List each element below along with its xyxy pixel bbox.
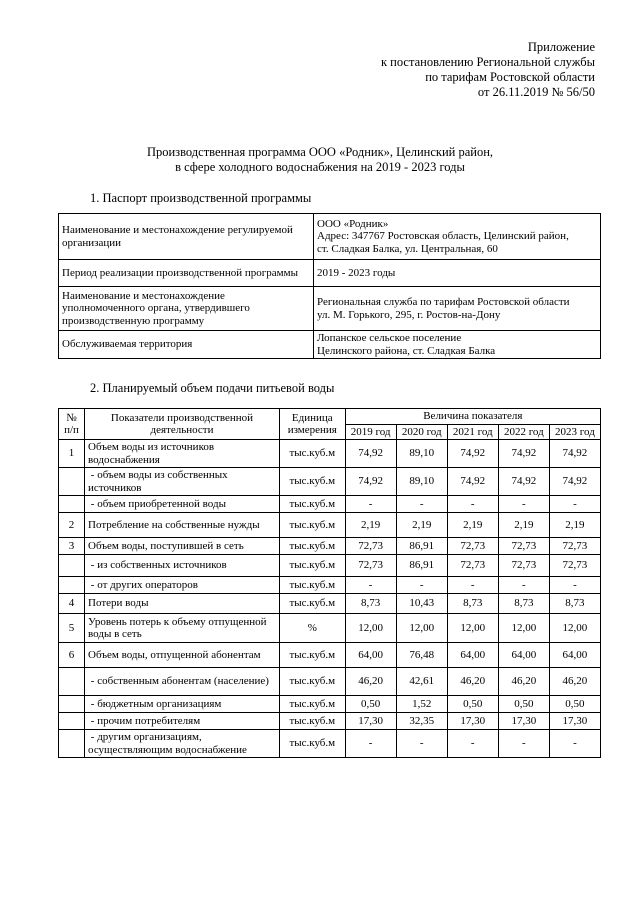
passport-table <box>58 213 601 359</box>
row-value: 72,73 <box>345 555 396 577</box>
row-value: 72,73 <box>549 555 600 577</box>
row-value: 72,73 <box>447 555 498 577</box>
row-unit: тыс.куб.м <box>279 555 345 577</box>
passport-value-line: ООО «Родник» <box>317 217 389 230</box>
table-row <box>59 577 601 594</box>
row-value: 46,20 <box>345 668 396 696</box>
row-indicator: - из собственных источников <box>85 555 280 577</box>
title-line: в сфере холодного водоснабжения на 2019 - 2023 годы <box>175 160 465 174</box>
row-value: 86,91 <box>396 538 447 555</box>
passport-value-line: ст. Сладкая Балка, ул. Центральная, 60 <box>317 242 498 255</box>
header-unit: Единица измерения <box>279 409 345 440</box>
row-value: 8,73 <box>549 594 600 614</box>
passport-label: Наименование и местонахождение уполномоченного органа, утвердившего производственную программу <box>59 287 314 331</box>
row-value: - <box>549 496 600 513</box>
row-value: 0,50 <box>447 696 498 713</box>
row-value: 46,20 <box>549 668 600 696</box>
annex-line: от 26.11.2019 № 56/50 <box>477 85 595 99</box>
row-value: - <box>396 577 447 594</box>
row-unit: тыс.куб.м <box>279 496 345 513</box>
row-value: 46,20 <box>498 668 549 696</box>
row-unit: тыс.куб.м <box>279 468 345 496</box>
row-value: 72,73 <box>549 538 600 555</box>
row-value: - <box>345 496 396 513</box>
row-value: 64,00 <box>447 643 498 668</box>
row-value: 17,30 <box>345 713 396 730</box>
row-value: 74,92 <box>498 468 549 496</box>
row-indicator: Объем воды, поступившей в сеть <box>85 538 280 555</box>
row-value: 17,30 <box>447 713 498 730</box>
document-title <box>0 145 640 175</box>
passport-value <box>314 214 601 260</box>
row-value: - <box>345 730 396 758</box>
header-num: № п/п <box>59 409 85 440</box>
row-unit: тыс.куб.м <box>279 643 345 668</box>
header-year: 2020 год <box>396 424 447 440</box>
row-indicator: - объем воды из собственных источников <box>85 468 280 496</box>
table-row <box>59 668 601 696</box>
row-value: 2,19 <box>447 513 498 538</box>
table-row <box>59 555 601 577</box>
row-value: 72,73 <box>498 538 549 555</box>
row-value: 64,00 <box>345 643 396 668</box>
row-number: 6 <box>59 643 85 668</box>
table-row <box>59 513 601 538</box>
row-value: - <box>345 577 396 594</box>
row-number <box>59 577 85 594</box>
row-number <box>59 730 85 758</box>
row-indicator: - прочим потребителям <box>85 713 280 730</box>
row-value: - <box>396 730 447 758</box>
row-indicator: - другим организациям, осуществляющим водоснабжение <box>85 730 280 758</box>
header-indicator: Показатели производственной деятельности <box>85 409 280 440</box>
annex-line: по тарифам Ростовской области <box>425 70 595 84</box>
row-value: 12,00 <box>396 614 447 643</box>
header-year: 2022 год <box>498 424 549 440</box>
table-row <box>59 468 601 496</box>
row-value: 74,92 <box>498 440 549 468</box>
row-value: 74,92 <box>345 468 396 496</box>
table-row <box>59 440 601 468</box>
annex-line: к постановлению Региональной службы <box>380 55 595 69</box>
row-unit: тыс.куб.м <box>279 668 345 696</box>
passport-row <box>59 260 601 287</box>
row-value: 17,30 <box>549 713 600 730</box>
passport-value-line: Целинского района, ст. Сладкая Балка <box>317 344 496 357</box>
row-value: 2,19 <box>345 513 396 538</box>
section-heading-passport: 1. Паспорт производственной программы <box>90 191 312 205</box>
row-number <box>59 468 85 496</box>
row-indicator: - бюджетным организациям <box>85 696 280 713</box>
row-value: - <box>549 577 600 594</box>
passport-value <box>314 331 601 359</box>
table-row <box>59 594 601 614</box>
table-row <box>59 643 601 668</box>
row-value: 72,73 <box>498 555 549 577</box>
table-row <box>59 696 601 713</box>
row-unit: тыс.куб.м <box>279 513 345 538</box>
passport-row <box>59 287 601 331</box>
row-indicator: Объем воды, отпущенной абонентам <box>85 643 280 668</box>
row-value: 12,00 <box>549 614 600 643</box>
row-unit: тыс.куб.м <box>279 577 345 594</box>
passport-row <box>59 331 601 359</box>
row-value: 2,19 <box>549 513 600 538</box>
row-value: 72,73 <box>345 538 396 555</box>
header-year: 2021 год <box>447 424 498 440</box>
row-value: 89,10 <box>396 440 447 468</box>
row-value: 72,73 <box>447 538 498 555</box>
row-unit: тыс.куб.м <box>279 696 345 713</box>
row-value: 74,92 <box>447 440 498 468</box>
row-number <box>59 668 85 696</box>
row-value: 74,92 <box>345 440 396 468</box>
row-value: 42,61 <box>396 668 447 696</box>
section-heading-volume: 2. Планируемый объем подачи питьевой воды <box>90 381 335 395</box>
row-indicator: Объем воды из источников водоснабжения <box>85 440 280 468</box>
row-value: 32,35 <box>396 713 447 730</box>
row-value: 1,52 <box>396 696 447 713</box>
row-value: 17,30 <box>498 713 549 730</box>
row-number: 1 <box>59 440 85 468</box>
row-value: - <box>447 730 498 758</box>
row-value: 2,19 <box>396 513 447 538</box>
volume-table <box>58 408 601 758</box>
passport-value-line: ул. М. Горького, 295, г. Ростов-на-Дону <box>317 308 501 321</box>
row-number <box>59 696 85 713</box>
table-row <box>59 713 601 730</box>
row-value: 12,00 <box>498 614 549 643</box>
row-indicator: - от других операторов <box>85 577 280 594</box>
annex-block <box>381 40 595 100</box>
row-number <box>59 555 85 577</box>
table-row <box>59 614 601 643</box>
row-unit: тыс.куб.м <box>279 440 345 468</box>
row-value: 10,43 <box>396 594 447 614</box>
header-value: Величина показателя <box>345 409 600 425</box>
title-line: Производственная программа ООО «Родник», Целинский район, <box>146 145 494 159</box>
row-unit: % <box>279 614 345 643</box>
row-value: 74,92 <box>447 468 498 496</box>
row-value: - <box>447 496 498 513</box>
row-value: 12,00 <box>447 614 498 643</box>
table-row <box>59 496 601 513</box>
row-value: 0,50 <box>345 696 396 713</box>
row-unit: тыс.куб.м <box>279 730 345 758</box>
row-value: - <box>396 496 447 513</box>
row-unit: тыс.куб.м <box>279 538 345 555</box>
row-number <box>59 496 85 513</box>
row-value: 8,73 <box>345 594 396 614</box>
row-value: - <box>498 577 549 594</box>
header-year: 2023 год <box>549 424 600 440</box>
row-number: 2 <box>59 513 85 538</box>
row-value: 8,73 <box>498 594 549 614</box>
row-value: 8,73 <box>447 594 498 614</box>
row-indicator: Потребление на собственные нужды <box>85 513 280 538</box>
row-value: 64,00 <box>549 643 600 668</box>
row-unit: тыс.куб.м <box>279 594 345 614</box>
row-number <box>59 713 85 730</box>
row-number: 4 <box>59 594 85 614</box>
row-value: 76,48 <box>396 643 447 668</box>
annex-line: Приложение <box>527 40 595 54</box>
passport-value-line: Адрес: 347767 Ростовская область, Целинский район, <box>317 230 569 243</box>
row-value: - <box>447 577 498 594</box>
row-indicator: Уровень потерь к объему отпущенной воды в сеть <box>85 614 280 643</box>
row-unit: тыс.куб.м <box>279 713 345 730</box>
passport-value-line: Лопанское сельское поселение <box>317 332 462 344</box>
row-value: 74,92 <box>549 468 600 496</box>
row-indicator: - собственным абонентам (население) <box>85 668 280 696</box>
row-value: 89,10 <box>396 468 447 496</box>
passport-value-line: Региональная служба по тарифам Ростовской области <box>317 296 570 308</box>
table-row <box>59 730 601 758</box>
row-value: 0,50 <box>498 696 549 713</box>
passport-label: Обслуживаемая территория <box>59 331 314 359</box>
row-value: 74,92 <box>549 440 600 468</box>
passport-value <box>314 260 601 287</box>
passport-row <box>59 214 601 260</box>
row-value: - <box>498 496 549 513</box>
passport-value-line: 2019 - 2023 годы <box>317 266 396 279</box>
row-value: - <box>498 730 549 758</box>
row-value: 2,19 <box>498 513 549 538</box>
passport-label: Наименование и местонахождение регулируемой организации <box>59 214 314 260</box>
row-value: 46,20 <box>447 668 498 696</box>
row-number: 3 <box>59 538 85 555</box>
row-indicator: - объем приобретенной воды <box>85 496 280 513</box>
row-number: 5 <box>59 614 85 643</box>
row-value: - <box>549 730 600 758</box>
header-year: 2019 год <box>345 424 396 440</box>
passport-label: Период реализации производственной программы <box>59 260 314 287</box>
row-value: 0,50 <box>549 696 600 713</box>
table-row <box>59 538 601 555</box>
row-value: 12,00 <box>345 614 396 643</box>
row-value: 86,91 <box>396 555 447 577</box>
row-value: 64,00 <box>498 643 549 668</box>
passport-value <box>314 287 601 331</box>
table-header-row <box>59 409 601 425</box>
row-indicator: Потери воды <box>85 594 280 614</box>
